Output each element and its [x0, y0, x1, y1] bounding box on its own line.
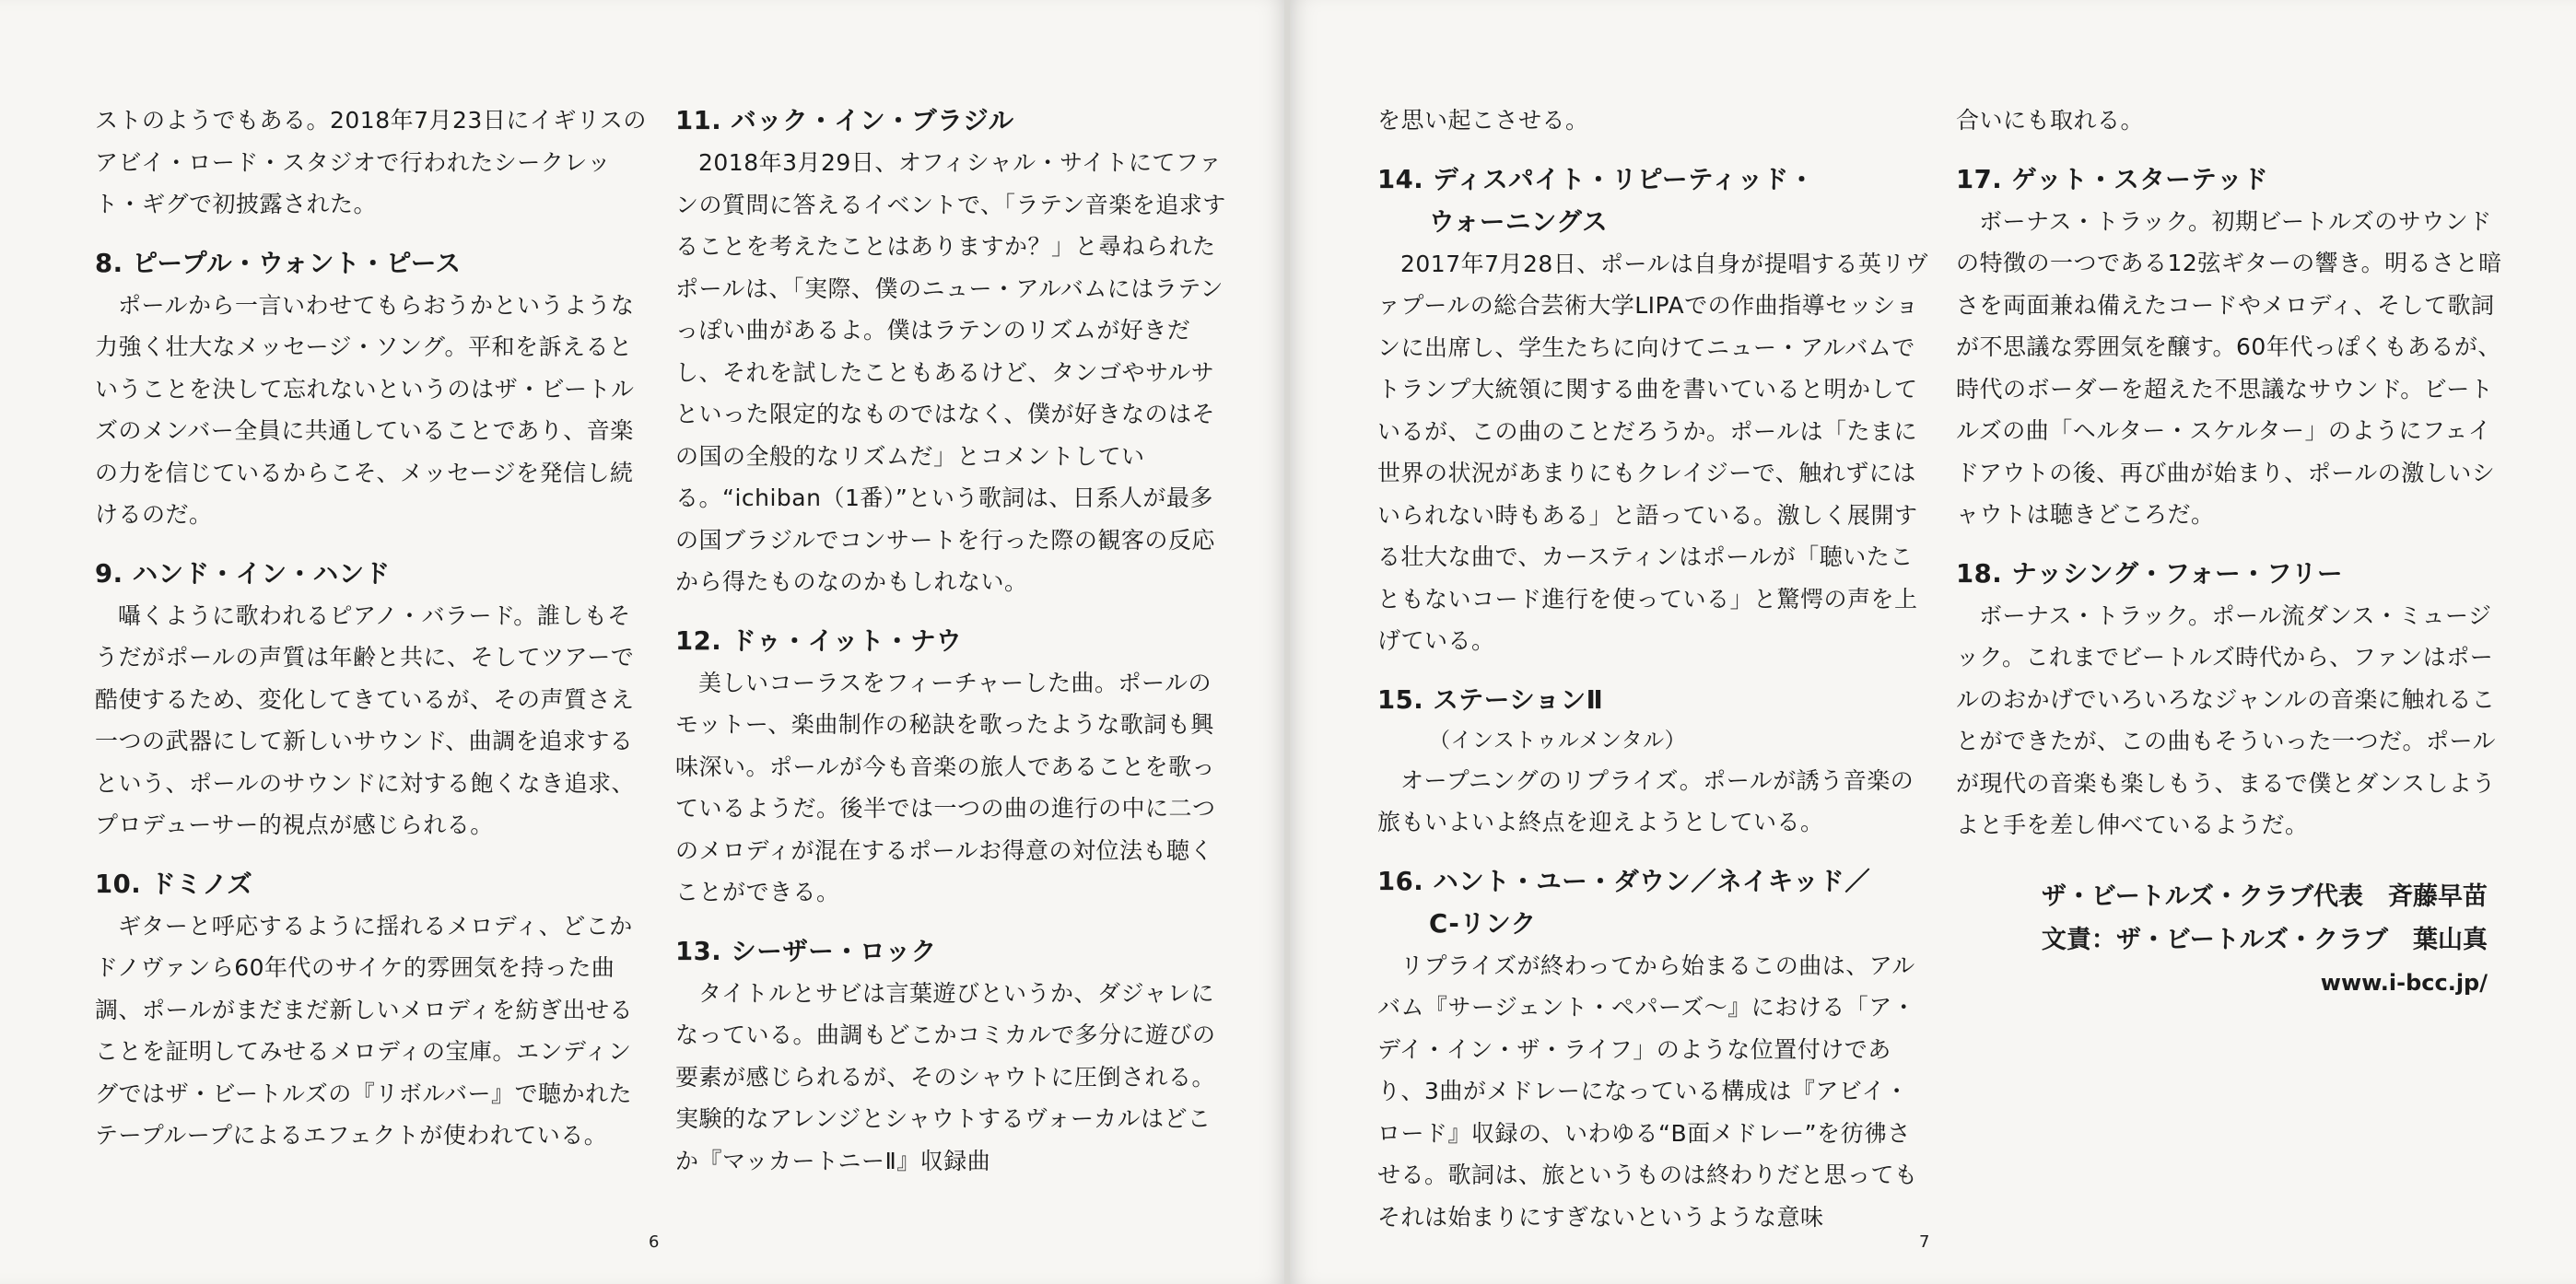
- credits-block: [1953, 875, 2488, 1005]
- body-paragraph: ギターと呼応するように揺れるメロディ、どこかドノヴァンら60年代のサイケ的雰囲気を持った曲調、ポールがまだまだ新しいメロディを紡ぎ出せることを証明してみせるメロディの宝庫。エンディングではザ・ビートルズの『リボルバー』で聴かれたテープループによるエフェクトが使われている。: [95, 912, 634, 1149]
- song-heading-line2: C-リンク: [1429, 908, 1537, 939]
- song-heading: [1377, 679, 1930, 721]
- song-heading: [675, 930, 1228, 973]
- body-paragraph: 囁くように歌われるピアノ・バラード。誰しもそうだがポールの声質は年齢と共に、そしてツアーで酷使するため、変化してきているが、その声質さえ一つの武器にして新しいサウンド、曲調を追求するという、ポールのサウンドに対する飽くなき追求、プロデューサー的視点が感じられる。: [95, 601, 636, 838]
- song-heading-line2: ウォーニングス: [1429, 206, 1609, 237]
- song-heading: [95, 553, 648, 595]
- song-heading-text: 10. ドミノズ: [95, 869, 253, 899]
- song-heading-text: 11. バック・イン・ブラジル: [675, 106, 1014, 135]
- song-heading-text: 14. ディスパイト・リピーティッド・: [1377, 164, 1815, 194]
- body-paragraph: を思い起こさせる。: [1377, 107, 1589, 134]
- song-heading: [675, 620, 1228, 662]
- body-paragraph: リプライズが終わってから始まるこの曲は、アルバム『サージェント・ペパーズ〜』における「ア・デイ・イン・ザ・ライフ」のような位置付けであり、3曲がメドレーになっている構成は『アビイ・ロード』収録の、いわゆる“B面メドレー”を彷彿させる。歌詞は、旅というものは終わりだと思ってもそれは始まりにすぎないというような意味: [1377, 951, 1918, 1231]
- song-heading: [1377, 860, 1930, 945]
- body-paragraph: 2017年7月28日、ポールは自身が提唱する英リヴァプールの総合芸術大学LIPAでの作曲指導セッションに出席し、学生たちに向けてニュー・アルバムでトランプ大統領に関する曲を書いていると明かしているが、この曲のことだろうか。ポールは「たまに世界の状況があまりにもクレイジーで、触れずにはいられない時もある」と語っている。激しく展開する壮大な曲で、カースティンはポールが「聴いたこともないコード進行を使っている」と驚愕の声を上げている。: [1377, 250, 1929, 654]
- page-number-right: 7: [1919, 1232, 1930, 1252]
- song-heading-text: 18. ナッシング・フォー・フリー: [1956, 558, 2344, 589]
- body-paragraph: オープニングのリプライズ。ポールが誘う音楽の旅もいよいよ終点を迎えようとしている。: [1377, 766, 1914, 835]
- body-paragraph: 2018年3月29日、オフィシャル・サイトにてファンの質問に答えるイベントで、「ラテン音楽を追求することを考えたことはありますか？」と尋ねられたポールは、「実際、僕のニュー・アルバムにはラテンっぽい曲があるよ。僕はラテンのリズムが好きだし、それを試したこともあるけど、タンゴやサルサといった限定的なものではなく、僕が好きなのはその国の全般的なリズムだ」とコメントしている。“ichiban（1番）”という歌詞は、日系人が最多の国ブラジルでコンサートを行った際の観客の反応から得たものなのかもしれない。: [675, 149, 1226, 595]
- song-heading-text: 16. ハント・ユー・ダウン／ネイキッド／: [1377, 866, 1871, 896]
- body-paragraph: ボーナス・トラック。ポール流ダンス・ミュージック。これまでビートルズ時代から、ファンはポールのおかげでいろいろなジャンルの音楽に触れることができたが、この曲もそういった一つだ。ポールが現代の音楽も楽しもう、まるで僕とダンスしようよと手を差し伸べているようだ。: [1956, 601, 2497, 838]
- song-heading: [675, 99, 1228, 142]
- body-paragraph: ポールから一言いわせてもらおうかというような力強く壮大なメッセージ・ソング。平和を訴えるということを決して忘れないというのはザ・ビートルズのメンバー全員に共通していることであり、音楽の力を信じているからこそ、メッセージを発信し続けるのだ。: [95, 291, 635, 528]
- song-heading-text: 9. ハンド・イン・ハンド: [95, 558, 391, 589]
- song-heading-text: 15. ステーションⅡ: [1377, 684, 1604, 715]
- song-heading-text: 8. ピープル・ウォント・ピース: [95, 248, 462, 278]
- page-left: [0, 0, 1286, 1284]
- song-heading: [1956, 553, 2509, 595]
- song-heading-text: 12. ドゥ・イット・ナウ: [675, 625, 963, 656]
- club-url-link[interactable]: www.i-bcc.jp/: [2320, 970, 2488, 996]
- body-paragraph: 合いにも取れる。: [1956, 107, 2145, 134]
- song-heading: [95, 863, 648, 905]
- right-column-1: [1377, 99, 1930, 1238]
- page-right: [1290, 0, 2576, 1284]
- credits-line-2: 文責：ザ・ビートルズ・クラブ 葉山真: [2041, 926, 2488, 954]
- song-subtitle: （インストゥルメンタル）: [1429, 728, 1687, 753]
- page-number-left: 6: [649, 1232, 660, 1252]
- right-column-2: [1956, 99, 2509, 846]
- body-paragraph: ストのようでもある。2018年7月23日にイギリスのアビイ・ロード・スタジオで行われたシークレット・ギグで初披露された。: [95, 107, 647, 217]
- song-heading: [1377, 158, 1930, 243]
- body-paragraph: 美しいコーラスをフィーチャーした曲。ポールのモットー、楽曲制作の秘訣を歌ったような歌詞も興味深い。ポールが今も音楽の旅人であることを歌っているようだ。後半では一つの曲の進行の中に二つのメロディが混在するポールお得意の対位法も聴くことができる。: [675, 669, 1216, 905]
- credits-line-1: ザ・ビートルズ・クラブ代表 斉藤早苗: [2041, 882, 2488, 911]
- song-heading-text: 17. ゲット・スターテッド: [1956, 164, 2269, 194]
- body-paragraph: タイトルとサビは言葉遊びというか、ダジャレになっている。曲調もどこかコミカルで多分に遊びの要素が感じられるが、そのシャウトに圧倒される。実験的なアレンジとシャウトするヴォーカルはどこか『マッカートニーⅡ』収録曲: [675, 979, 1216, 1174]
- body-paragraph: ボーナス・トラック。初期ビートルズのサウンドの特徴の一つである12弦ギターの響き。明るさと暗さを両面兼ね備えたコードやメロディ、そして歌詞が不思議な雰囲気を醸す。60年代っぽくもあるが、時代のボーダーを超えた不思議なサウンド。ビートルズの曲「ヘルター・スケルター」のようにフェイドアウトの後、再び曲が始まり、ポールの激しいシャウトは聴きどころだ。: [1956, 207, 2502, 528]
- song-heading: [1956, 158, 2509, 201]
- song-heading: [95, 242, 648, 285]
- left-column-2: [675, 99, 1228, 1182]
- song-heading-text: 13. シーザー・ロック: [675, 936, 937, 966]
- left-column-1: [95, 99, 648, 1157]
